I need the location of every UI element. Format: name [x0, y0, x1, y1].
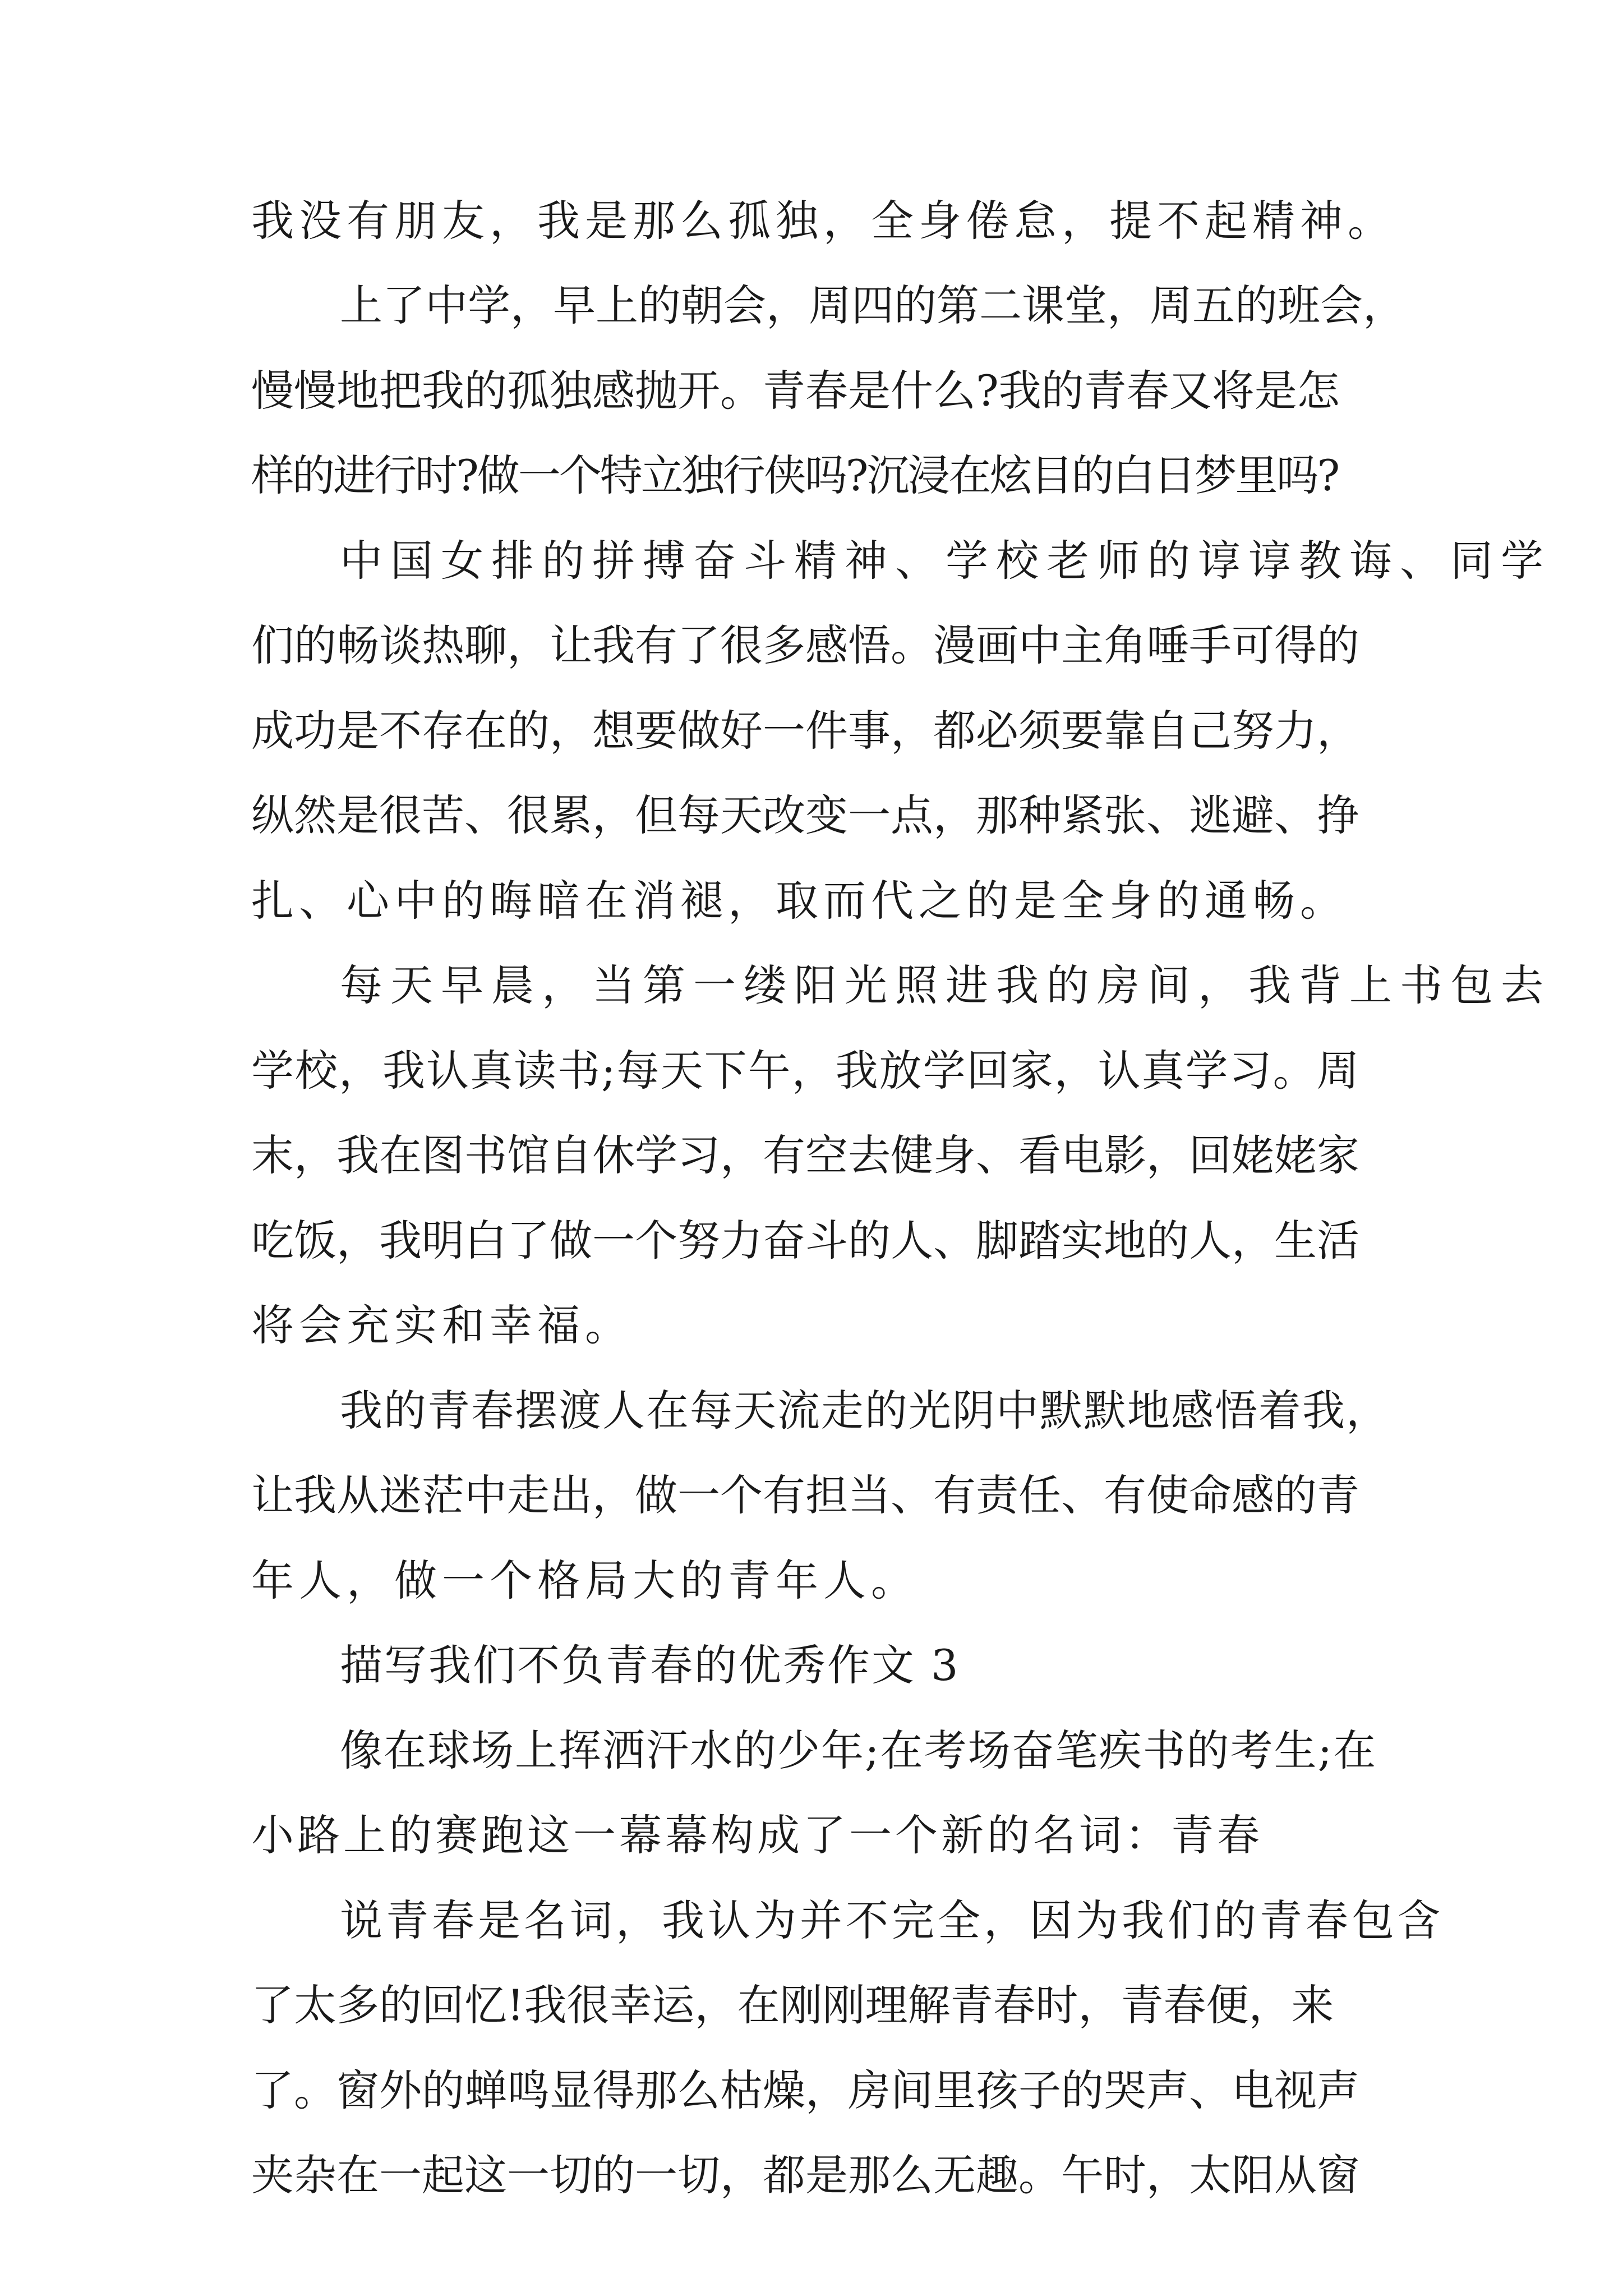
text-line: 说青春是名词，我认为并不完全，因为我们的青春包含: [340, 1895, 1444, 1945]
text-line: 了太多的回忆!我很幸运，在刚刚理解青春时，青春便，来: [251, 1980, 1334, 2030]
text-line: 像在球场上挥洒汗水的少年;在考场奋笔疾书的考生;在: [340, 1726, 1377, 1775]
text-line: 末，我在图书馆自休学习，有空去健身、看电影，回姥姥家: [251, 1130, 1359, 1180]
text-line: 每天早晨，当第一缕阳光照进我的房间，我背上书包去: [340, 960, 1551, 1010]
text-line: 慢慢地把我的孤独感抛开。青春是什么?我的青春又将是怎: [251, 366, 1340, 416]
text-line: 样的进行时?做一个特立独行侠吗?沉浸在炫目的白日梦里吗?: [251, 450, 1339, 500]
text-line: 扎、心中的晦暗在消褪，取而代之的是全身的通畅。: [251, 876, 1348, 926]
text-line: 了。窗外的蝉鸣显得那么枯燥，房间里孩子的哭声、电视声: [251, 2065, 1359, 2115]
text-line: 年人，做一个格局大的青年人。: [251, 1556, 919, 1605]
text-line: 成功是不存在的，想要做好一件事，都必须要靠自己努力，: [251, 706, 1359, 756]
text-line: 我没有朋友，我是那么孤独，全身倦怠，提不起精神。: [251, 196, 1395, 246]
text-line: 们的畅谈热聊，让我有了很多感悟。漫画中主角唾手可得的: [251, 620, 1359, 670]
text-line: 我的青春摆渡人在每天流走的光阴中默默地感悟着我，: [340, 1386, 1390, 1435]
section-heading: 描写我们不负青春的优秀作文 3: [340, 1640, 960, 1690]
text-line: 学校，我认真读书;每天下午，我放学回家，认真学习。周: [251, 1046, 1361, 1096]
text-line: 小路上的赛跑这一幕幕构成了一个新的名词：青春: [251, 1810, 1263, 1860]
text-line: 让我从迷茫中走出，做一个有担当、有责任、有使命感的青: [251, 1470, 1359, 1520]
text-line: 上了中学，早上的朝会，周四的第二课堂，周五的班会，: [340, 280, 1405, 330]
text-line: 纵然是很苦、很累，但每天改变一点，那种紧张、逃避、挣: [251, 790, 1359, 840]
text-line: 吃饭，我明白了做一个努力奋斗的人、脚踏实地的人，生活: [251, 1216, 1359, 1266]
text-line: 中国女排的拼搏奋斗精神、学校老师的谆谆教诲、同学: [340, 536, 1551, 586]
text-line: 将会充实和幸福。: [251, 1300, 633, 1350]
text-line: 夹杂在一起这一切的一切，都是那么无趣。午时，太阳从窗: [251, 2150, 1359, 2200]
